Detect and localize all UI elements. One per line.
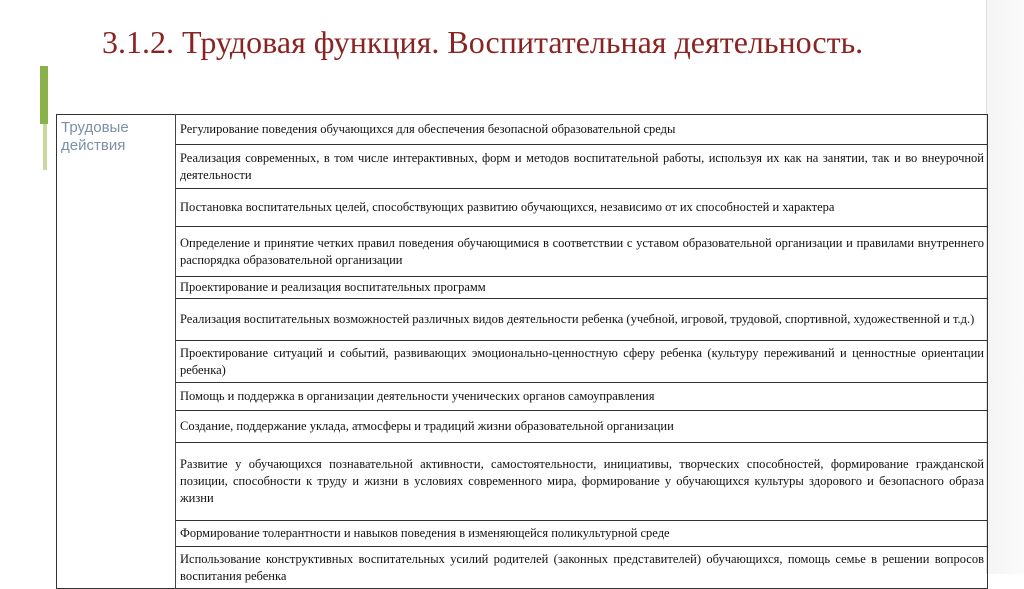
action-cell: Регулирование поведения обучающихся для обеспечения безопасной образовательной среды: [176, 115, 988, 145]
action-cell: Развитие у обучающихся познавательной активности, самостоятельности, инициативы, творческих способностей, формирование гражданской позиции, способности к труду и жизни в условиях современного мира, формирование у обучающихся культуры здорового и безопасного образа жизни: [176, 443, 988, 521]
action-cell: Формирование толерантности и навыков поведения в изменяющейся поликультурной среде: [176, 521, 988, 547]
action-cell: Реализация воспитательных возможностей различных видов деятельности ребенка (учебной, игровой, трудовой, спортивной, художественной и т.д.): [176, 299, 988, 341]
action-cell: Использование конструктивных воспитательных усилий родителей (законных представителей) обучающихся, помощь семье в решении вопросов воспитания ребенка: [176, 547, 988, 589]
accent-bar: [40, 66, 48, 124]
labor-actions-table: [56, 114, 988, 589]
section-label-cell: [57, 115, 176, 589]
action-cell: Проектирование ситуаций и событий, развивающих эмоционально-ценностную сферу ребенка (культуру переживаний и ценностные ориентации ребенка): [176, 341, 988, 383]
slide-title: 3.1.2. Трудовая функция. Воспитательная деятельность.: [102, 24, 864, 60]
action-cell: Постановка воспитательных целей, способствующих развитию обучающихся, независимо от их способностей и характера: [176, 189, 988, 227]
action-cell: Проектирование и реализация воспитательных программ: [176, 277, 988, 299]
section-label: Трудовые действия: [61, 119, 129, 154]
slide-right-edge: [986, 0, 1024, 574]
accent-bar-light: [43, 124, 47, 170]
action-cell: Создание, поддержание уклада, атмосферы и традиций жизни образовательной организации: [176, 411, 988, 443]
action-cell: Реализация современных, в том числе интерактивных, форм и методов воспитательной работы, используя их как на занятии, так и во внеурочной деятельности: [176, 145, 988, 189]
action-cell: Помощь и поддержка в организации деятельности ученических органов самоуправления: [176, 383, 988, 411]
action-cell: Определение и принятие четких правил поведения обучающимися в соответствии с уставом образовательной организации и правилами внутреннего распорядка образовательной организации: [176, 227, 988, 277]
